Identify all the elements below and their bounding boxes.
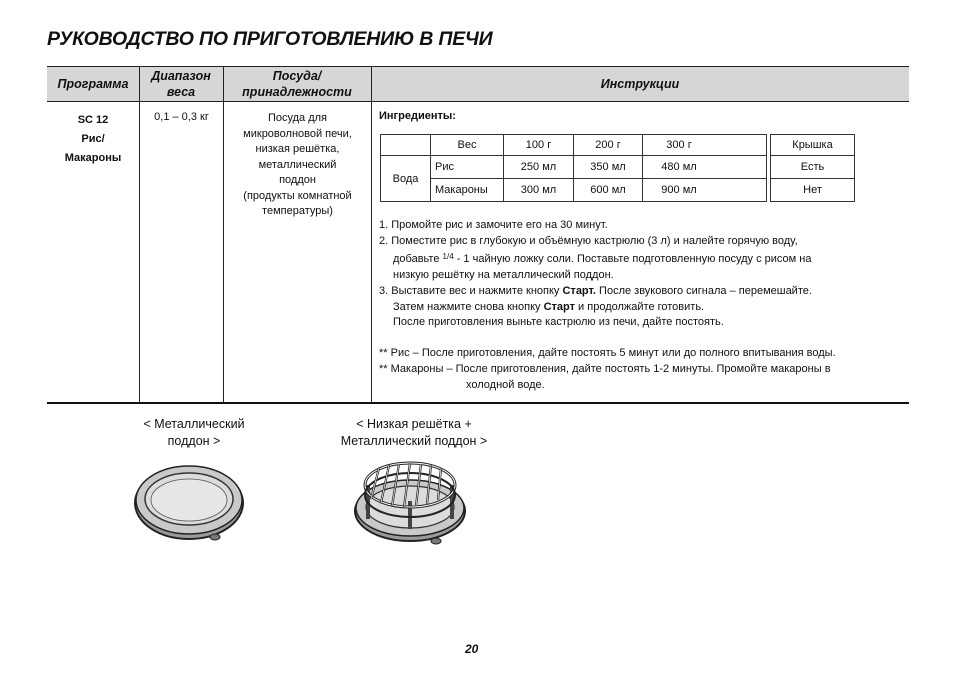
rack-caption-line1: < Низкая решётка +	[356, 417, 472, 431]
header-dish-line1: Посуда/	[272, 68, 322, 83]
ingredients-title: Ингредиенты:	[379, 110, 456, 122]
pasta-200: 600 мл	[590, 184, 626, 196]
step-3-line1	[379, 284, 904, 300]
tray-caption-line2: поддон >	[167, 434, 221, 448]
rack-caption	[318, 416, 510, 450]
header-instructions-label: Инструкции	[600, 76, 680, 91]
step-3-text: После звукового сигнала – перемешайте.	[595, 284, 812, 297]
header-instructions	[371, 66, 909, 101]
weight-label: Вес	[457, 139, 477, 151]
header-dish-line2: принадлежности	[242, 84, 352, 99]
rack-caption-line2: Металлический поддон >	[340, 434, 488, 448]
program-code: SC 12	[77, 114, 109, 126]
rice-label: Рис	[435, 161, 454, 173]
rice-100: 250 мл	[520, 161, 557, 173]
step-3-text: Затем нажмите снова кнопку	[393, 300, 544, 313]
tray-caption-line1: < Металлический	[143, 417, 245, 431]
program-name-line1: Рис/	[81, 133, 105, 145]
pasta-100: 300 мл	[520, 184, 557, 196]
metal-tray-illustration	[128, 455, 250, 547]
step-2-text: - 1 чайную ложку соли. Поставьте подготовленную посуду с рисом на	[453, 253, 812, 266]
step-2-line3: низкую решётку на металлический поддон.	[393, 269, 614, 282]
fraction-numerator: 1	[442, 252, 447, 262]
divider	[47, 402, 909, 404]
page-title: РУКОВОДСТВО ПО ПРИГОТОВЛЕНИЮ В ПЕЧИ	[47, 28, 493, 50]
rack-and-tray-illustration	[349, 455, 471, 547]
weight-range-value: 0,1 – 0,3 кг	[154, 111, 209, 123]
step-3-line2	[379, 300, 904, 316]
water-label: Вода	[392, 172, 419, 185]
weight-200: 200 г	[595, 139, 621, 151]
divider	[47, 101, 909, 102]
start-button-label: Старт.	[562, 284, 596, 297]
pasta-300: 900 мл	[661, 184, 697, 196]
program-name-line2: Макароны	[64, 152, 122, 164]
lid-label: Крышка	[792, 139, 833, 151]
header-range-line2: веса	[166, 84, 196, 99]
lid-pasta: Нет	[803, 184, 822, 196]
tray-caption	[118, 416, 270, 450]
weight-100: 100 г	[525, 139, 552, 151]
header-program	[47, 66, 139, 101]
header-program-label: Программа	[57, 76, 129, 91]
cooking-guide-table	[47, 66, 909, 404]
step-3-text: 3. Выставите вес и нажмите кнопку	[379, 284, 563, 297]
column-divider	[371, 66, 372, 403]
step-2-line2	[379, 249, 904, 268]
note-rice: ** Рис – После приготовления, дайте постоять 5 минут или до полного впитывания воды.	[379, 347, 836, 360]
header-range-line1: Диапазон	[151, 68, 211, 83]
note-pasta-line1: ** Макароны – После приготовления, дайте постоять 1-2 минуты. Промойте макароны в	[379, 363, 831, 376]
step-3-text: и продолжайте готовить.	[574, 300, 705, 313]
dishware-value: Посуда для микроволновой печи, низкая решётка, металлический поддон (продукты комнатной температуры)	[243, 112, 352, 217]
pasta-label: Макароны	[435, 184, 488, 196]
instructions-text	[379, 218, 904, 394]
lid-rice: Есть	[800, 161, 825, 173]
header-weight-range	[139, 66, 223, 101]
page-number: 20	[465, 642, 479, 656]
ingredients-table	[380, 134, 833, 202]
program-cell	[47, 111, 139, 168]
step-2-line1: 2. Поместите рис в глубокую и объёмную кастрюлю (3 л) и налейте горячую воду,	[379, 234, 798, 247]
step-2-text: добавьте	[393, 253, 443, 266]
rice-300: 480 мл	[661, 161, 697, 173]
note-pasta-line2: холодной воде.	[466, 378, 545, 391]
weight-300: 300 г	[666, 139, 692, 151]
step-3-line3: После приготовления выньте кастрюлю из печи, дайте постоять.	[393, 316, 724, 329]
fraction-denominator: /4	[446, 252, 454, 262]
rice-200: 350 мл	[590, 161, 626, 173]
start-button-label: Старт	[543, 300, 575, 313]
step-1: 1. Промойте рис и замочите его на 30 минут.	[379, 219, 608, 231]
header-dishware	[223, 66, 371, 101]
